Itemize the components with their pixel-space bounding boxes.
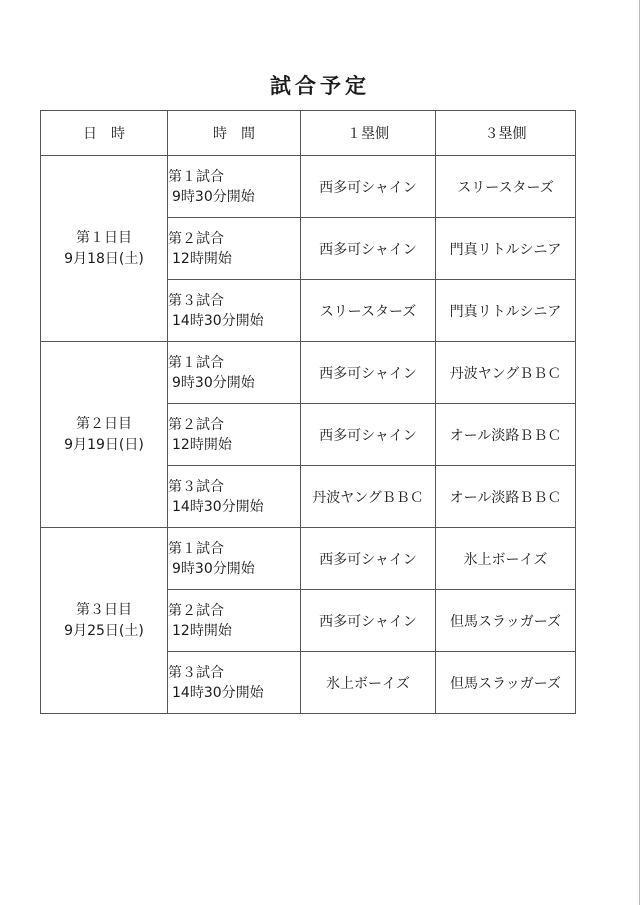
game-time: 12時開始 — [172, 250, 232, 267]
day-label: 第２日目 — [76, 415, 132, 432]
first-base-team: 氷上ボーイズ — [301, 652, 436, 714]
first-base-team: 西多可シャイン — [301, 404, 436, 466]
day-cell — [41, 156, 168, 342]
day-date: 9月18日(土) — [64, 250, 144, 267]
game-time: 9時30分開始 — [172, 374, 255, 391]
game-time: 14時30分開始 — [172, 312, 264, 329]
game-number: 第１試合 — [168, 168, 224, 185]
third-base-team: 門真リトルシニア — [436, 218, 576, 280]
time-cell — [168, 528, 301, 590]
header-time: 時 間 — [168, 111, 301, 156]
game-number: 第３試合 — [168, 292, 224, 309]
time-cell — [168, 590, 301, 652]
third-base-team: 門真リトルシニア — [436, 280, 576, 342]
game-time: 14時30分開始 — [172, 684, 264, 701]
header-row — [41, 111, 576, 156]
game-number: 第２試合 — [168, 602, 224, 619]
game-number: 第３試合 — [168, 478, 224, 495]
first-base-team: 西多可シャイン — [301, 590, 436, 652]
header-first-base: １塁側 — [301, 111, 436, 156]
table-row — [41, 342, 576, 404]
third-base-team: スリースターズ — [436, 156, 576, 218]
header-date: 日 時 — [41, 111, 168, 156]
first-base-team: 西多可シャイン — [301, 156, 436, 218]
time-cell — [168, 218, 301, 280]
game-time: 12時開始 — [172, 436, 232, 453]
time-cell — [168, 404, 301, 466]
game-time: 9時30分開始 — [172, 560, 255, 577]
day-date: 9月19日(日) — [64, 436, 144, 453]
third-base-team: オール淡路ＢＢＣ — [436, 404, 576, 466]
first-base-team: 丹波ヤングＢＢＣ — [301, 466, 436, 528]
first-base-team: 西多可シャイン — [301, 528, 436, 590]
time-cell — [168, 466, 301, 528]
time-cell — [168, 280, 301, 342]
day-cell — [41, 528, 168, 714]
game-time: 14時30分開始 — [172, 498, 264, 515]
day-date: 9月25日(土) — [64, 622, 144, 639]
time-cell — [168, 652, 301, 714]
game-number: 第１試合 — [168, 540, 224, 557]
game-time: 12時開始 — [172, 622, 232, 639]
day-label: 第１日目 — [76, 229, 132, 246]
time-cell — [168, 342, 301, 404]
first-base-team: スリースターズ — [301, 280, 436, 342]
game-number: 第１試合 — [168, 354, 224, 371]
game-number: 第２試合 — [168, 416, 224, 433]
first-base-team: 西多可シャイン — [301, 342, 436, 404]
header-third-base: ３塁側 — [436, 111, 576, 156]
day-cell — [41, 342, 168, 528]
table-row — [41, 528, 576, 590]
third-base-team: 但馬スラッガーズ — [436, 590, 576, 652]
third-base-team: 氷上ボーイズ — [436, 528, 576, 590]
page-title: 試合予定 — [270, 74, 370, 98]
day-label: 第３日目 — [76, 601, 132, 618]
game-number: 第２試合 — [168, 230, 224, 247]
first-base-team: 西多可シャイン — [301, 218, 436, 280]
third-base-team: 丹波ヤングＢＢＣ — [436, 342, 576, 404]
schedule-table — [40, 110, 576, 714]
third-base-team: オール淡路ＢＢＣ — [436, 466, 576, 528]
table-row — [41, 156, 576, 218]
game-number: 第３試合 — [168, 664, 224, 681]
third-base-team: 但馬スラッガーズ — [436, 652, 576, 714]
game-time: 9時30分開始 — [172, 188, 255, 205]
time-cell — [168, 156, 301, 218]
